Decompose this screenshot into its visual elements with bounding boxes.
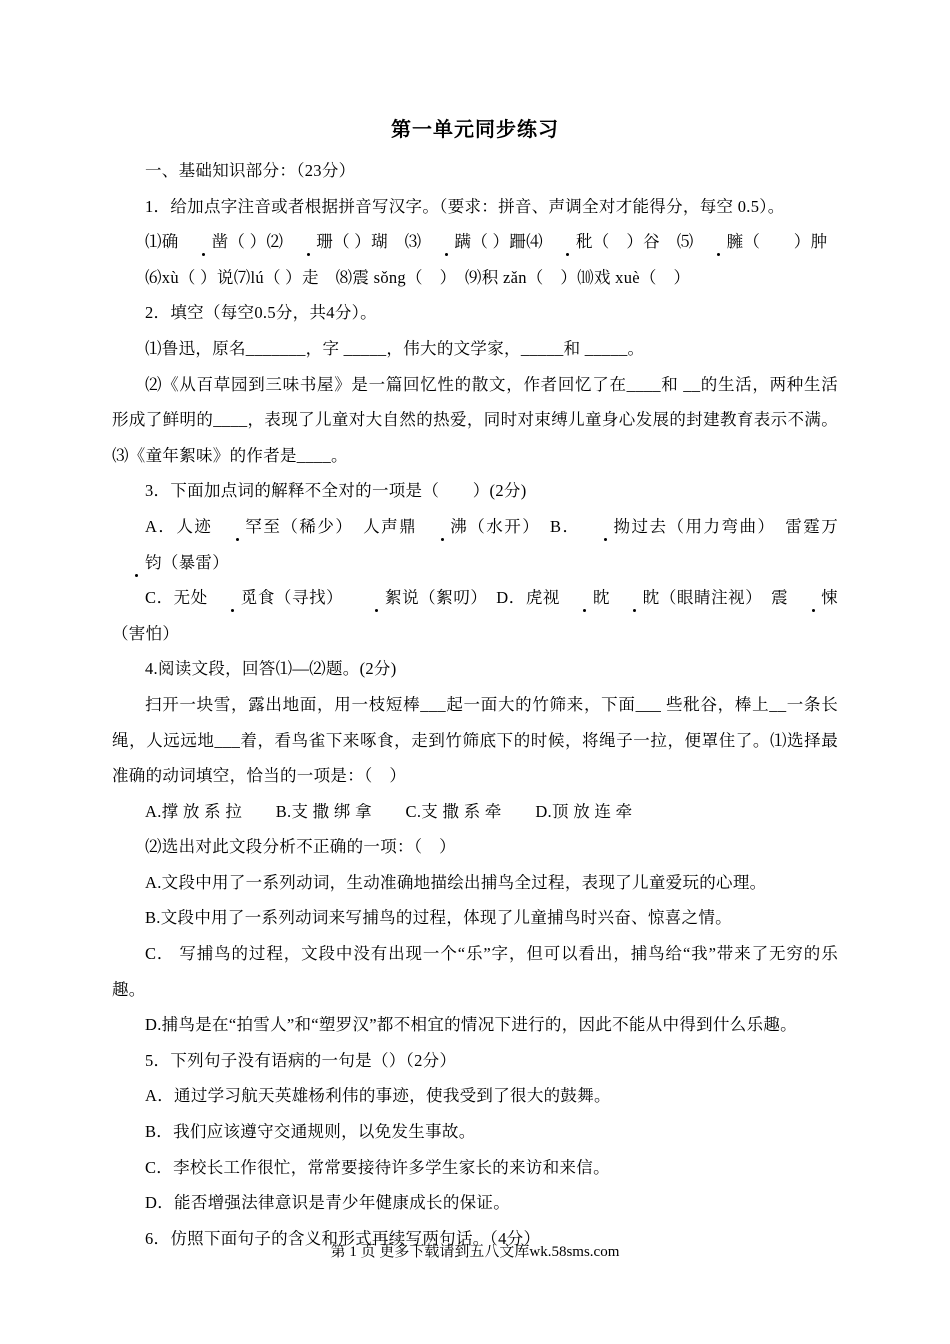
dotted-char: 觅 xyxy=(208,584,258,608)
paragraph xyxy=(112,580,838,651)
paragraph xyxy=(112,1150,838,1186)
text-segment: （眼睛注视） 震 xyxy=(659,588,789,608)
paragraph xyxy=(112,1078,838,1114)
text-segment: B．我们应该遵守交通规则，以免发生事故。 xyxy=(145,1122,476,1142)
text-segment: 6．仿照下面句子的含义和形式再续写两句话。（4分） xyxy=(145,1228,541,1248)
paragraph xyxy=(112,295,838,331)
text-segment: （ ）⑵ xyxy=(228,232,284,252)
paragraph xyxy=(112,509,838,580)
text-segment: A.文段中用了一系列动词，生动准确地描绘出捕鸟全过程，表现了儿童爱玩的心理。 xyxy=(145,872,767,892)
text-segment: C．李校长工作很忙，常常要接待许多学生家长的来访和来信。 xyxy=(145,1157,610,1177)
paragraph xyxy=(112,153,838,189)
text-segment: D．能否增强法律意识是青少年健康成长的保证。 xyxy=(145,1193,511,1213)
paragraph xyxy=(112,829,838,865)
text-segment: 2．填空（每空0.5分，共4分）。 xyxy=(145,303,377,323)
text-segment: 过去（用力弯曲） 雷霆万 xyxy=(630,516,839,536)
text-segment: A．人迹 xyxy=(145,516,213,536)
paragraph xyxy=(112,936,838,1007)
text-segment: 至（稀少） 人声鼎 xyxy=(262,516,418,536)
dotted-char: 悚 xyxy=(788,584,838,608)
dotted-char: 钧 xyxy=(112,549,162,573)
paragraph xyxy=(112,473,838,509)
paragraph xyxy=(112,900,838,936)
text-segment: 食（寻找） xyxy=(257,588,353,608)
text-segment: 说（絮叨） D．虎视 xyxy=(401,588,560,608)
paragraph xyxy=(112,331,838,367)
paragraph xyxy=(112,260,838,296)
text-segment: 3．下面加点词的解释不全对的一项是（ ）(2分) xyxy=(145,481,527,501)
dotted-char: 蹒 xyxy=(422,228,472,252)
text-segment: 一、基础知识部分：（23分） xyxy=(145,161,356,180)
text-segment: ⑴确 xyxy=(145,232,179,252)
text-segment: C． 写捕鸟的过程，文段中没有出现一个“乐”字，但可以看出，捕鸟给“我”带来了无穷的乐趣。 xyxy=(112,944,838,999)
paragraph xyxy=(112,367,838,474)
text-segment: （ ）肿 xyxy=(743,232,828,252)
page-title: 第一单元同步练习 xyxy=(391,119,559,141)
text-segment: （ ）瑚 ⑶ xyxy=(333,232,422,252)
dotted-char: 罕 xyxy=(212,513,262,537)
text-segment: ⑹xù（ ）说⑺lú（ ）走 ⑻震 sǒng（ ） ⑼积 zǎn（ ）⑽戏 xuè（ ） xyxy=(145,267,691,287)
dotted-char: 珊 xyxy=(283,228,333,252)
text-segment: （ ）跚⑷ xyxy=(471,232,543,252)
text-segment: A．通过学习航天英雄杨利伟的事迹，使我受到了很大的鼓舞。 xyxy=(145,1086,611,1106)
paragraph xyxy=(112,189,838,225)
footer-text: 第 1 页 更多下载请到五八文库wk.58sms.com xyxy=(330,1244,620,1260)
paragraph xyxy=(112,1043,838,1079)
dotted-char: 凿 xyxy=(179,228,229,252)
text-segment: 1．给加点字注音或者根据拼音写汉字。（要求：拼音、声调全对才能得分，每空 0.5）。 xyxy=(145,196,785,216)
text-segment: 扫开一块雪，露出地面，用一枝短棒___起一面大的竹筛来，下面___ 些秕谷，棒上__一条长绳，人远远地___着，看鸟雀下来啄食，走到竹筛底下的时候，将绳子一拉，便罩住了。⑴选择最准确的动词填空，恰当的一项是：（ ） xyxy=(112,694,838,786)
paragraph xyxy=(112,865,838,901)
dotted-char: 臃 xyxy=(694,228,744,252)
dotted-char: 眈 xyxy=(610,584,660,608)
text-segment: 5．下列句子没有语病的一句是（）（2分） xyxy=(145,1050,457,1070)
text-segment: 4.阅读文段，回答⑴—⑵题。(2分) xyxy=(145,659,397,679)
dotted-char: 眈 xyxy=(560,584,610,608)
text-segment: （ ）谷 ⑸ xyxy=(592,232,694,252)
paragraph xyxy=(112,1185,838,1221)
text-segment: （水开） B． xyxy=(467,516,581,536)
dotted-char: 絮 xyxy=(352,584,402,608)
dotted-char: 秕 xyxy=(543,228,593,252)
text-segment: C．无处 xyxy=(145,588,208,608)
text-segment: ⑵选出对此文段分析不正确的一项：（ ） xyxy=(145,837,456,857)
paragraph xyxy=(112,224,838,260)
text-segment: ⑵《从百草园到三味书屋》是一篇回忆性的散文，作者回忆了在____和 __的生活，两种生活形成了鲜明的____，表现了儿童对大自然的热爱，同时对束缚儿童身心发展的封建教育表示不满。⑶《童年絮味》的作者是____。 xyxy=(112,374,838,465)
text-segment: （暴雷） xyxy=(161,552,230,572)
text-segment: D.捕鸟是在“拍雪人”和“塑罗汉”都不相宜的情况下进行的，因此不能从中得到什么乐趣。 xyxy=(145,1015,797,1035)
text-segment: A.撑 放 系 拉 B.支 撒 绑 拿 C.支 撒 系 牵 D.顶 放 连 牵 xyxy=(145,801,633,821)
paragraph xyxy=(112,687,838,794)
paragraph xyxy=(112,1114,838,1150)
text-segment: B.文段中用了一系列动词来写捕鸟的过程，体现了儿童捕鸟时兴奋、惊喜之情。 xyxy=(145,908,732,928)
dotted-char: 拗 xyxy=(580,513,630,537)
paragraph xyxy=(112,651,838,687)
document-body xyxy=(112,153,838,1256)
paragraph xyxy=(112,1007,838,1043)
page-footer xyxy=(0,1242,950,1262)
paragraph xyxy=(112,794,838,830)
text-segment: ⑴鲁迅，原名_______，字 _____，伟大的文学家，_____和 _____。 xyxy=(145,338,645,358)
dotted-char: 沸 xyxy=(417,513,467,537)
text-segment: （害怕） xyxy=(112,623,180,643)
